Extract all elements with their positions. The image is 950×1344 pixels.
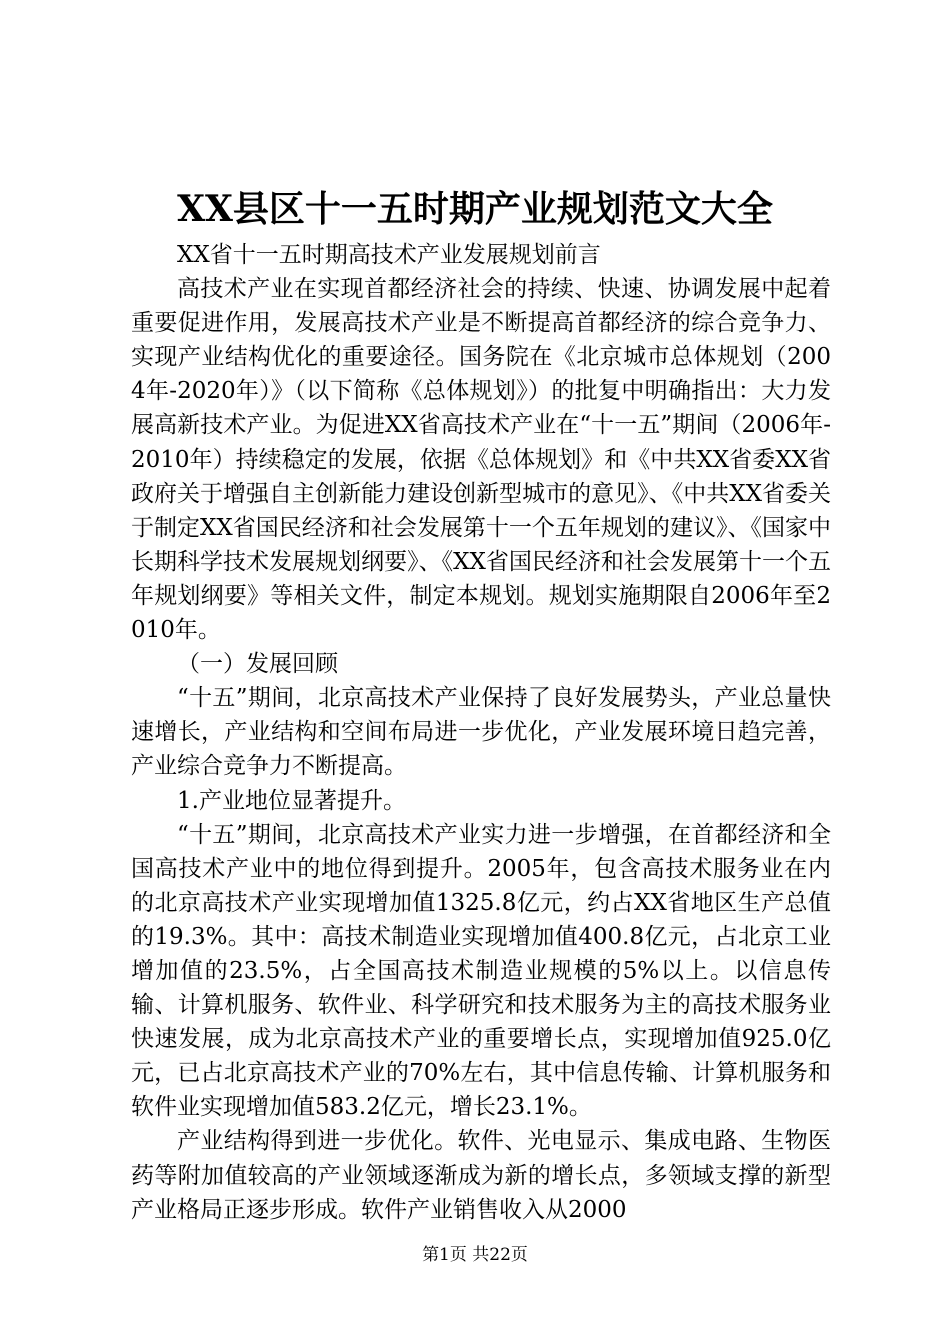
paragraph-review: “十五”期间，北京高技术产业保持了良好发展势头，产业总量快速增长，产业结构和空间布局进一步优化，产业发展环境日趋完善，产业综合竞争力不断提高。 [131, 685, 831, 780]
paragraph-structure: 产业结构得到进一步优化。软件、光电显示、集成电路、生物医药等附加值较高的产业领域逐渐成为新的增长点，多领域支撑的新型产业格局正逐步形成。软件产业销售收入从2000 [131, 1128, 831, 1223]
document-body [131, 238, 831, 1227]
section-heading-review: （一）发展回顾 [177, 651, 338, 678]
paragraph-industry-status: “十五”期间，北京高技术产业实力进一步增强，在首都经济和全国高技术产业中的地位得到提升。2005年，包含高技术服务业在内的北京高技术产业实现增加值1325.8亿元，约占XX省地区生产总值的19.3%。其中：高技术制造业实现增加值400.8亿元，占北京工业增加值的23.5%，占全国高技术制造业规模的5%以上。以信息传输、计算机服务、软件业、科学研究和技术服务为主的高技术服务业快速发展，成为北京高技术产业的重要增长点，实现增加值925.0亿元，已占北京高技术产业的70%左右，其中信息传输、计算机服务和软件业实现增加值583.2亿元，增长23.1%。 [131, 821, 831, 1121]
subheading-industry-status: 1.产业地位显著提升。 [177, 787, 406, 814]
page-footer: 第1页 共22页 [422, 1245, 528, 1265]
paragraph-preface: 高技术产业在实现首都经济社会的持续、快速、协调发展中起着重要促进作用，发展高技术产业是不断提高首都经济的综合竞争力、实现产业结构优化的重要途径。国务院在《北京城市总体规划（2004年-2020年）》（以下简称《总体规划》）的批复中明确指出：大力发展高新技术产业。为促进XX省高技术产业在“十一五”期间（2006年-2010年）持续稳定的发展，依据《总体规划》和《中共XX省委XX省政府关于增强自主创新能力建设创新型城市的意见》、《中共XX省委关于制定XX省国民经济和社会发展第十一个五年规划的建议》、《国家中长期科学技术发展规划纲要》、《XX省国民经济和社会发展第十一个五年规划纲要》等相关文件，制定本规划。规划实施期限自2006年至2010年。 [131, 276, 831, 644]
document-title: XX县区十一五时期产业规划范文大全 [177, 188, 773, 230]
section-subtitle: XX省十一五时期高技术产业发展规划前言 [177, 242, 601, 268]
